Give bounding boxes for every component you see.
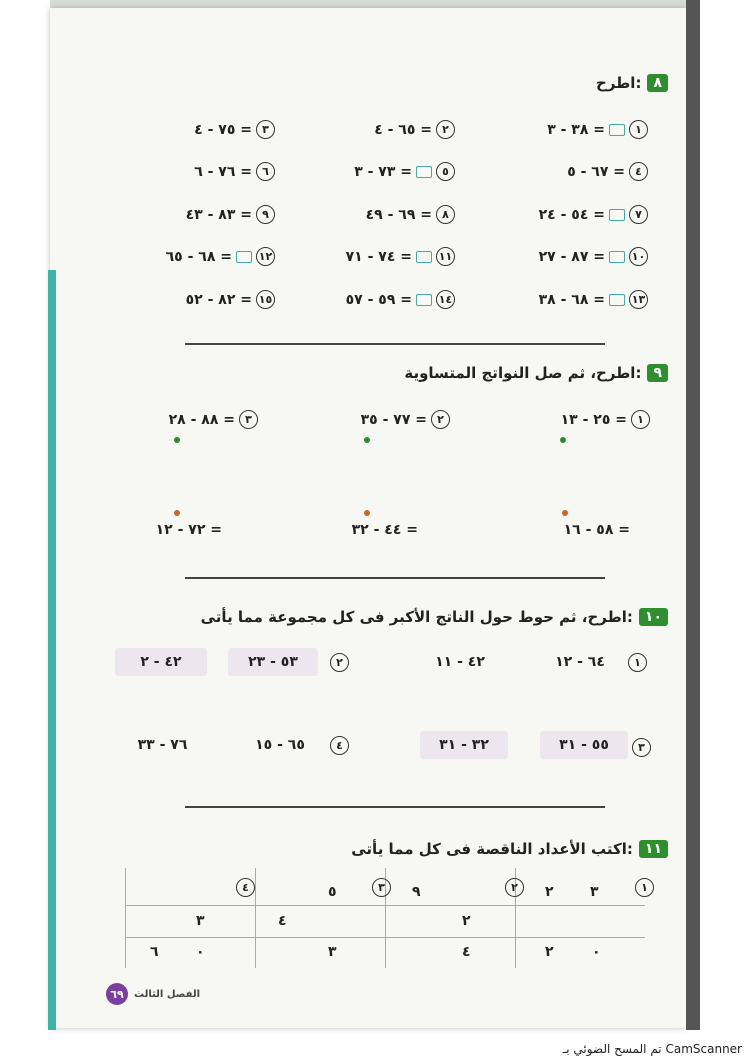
book-icon <box>609 124 625 136</box>
divider <box>185 577 605 579</box>
subtraction-problem[interactable] <box>539 290 648 309</box>
table-cell: ٢ <box>462 913 471 929</box>
matching-problem[interactable] <box>156 522 222 538</box>
subtraction-problem[interactable] <box>346 247 455 266</box>
book-icon <box>416 166 432 178</box>
expression-option[interactable]: ٣٢ - ٣١ <box>420 731 508 759</box>
problem-number: ١ <box>629 120 648 139</box>
problem-number: ٤ <box>236 878 255 897</box>
book-icon <box>609 209 625 221</box>
problem-number: ١٤ <box>436 290 455 309</box>
problem-number: ٣ <box>256 120 275 139</box>
subtraction-problem[interactable] <box>166 247 275 266</box>
subtraction-problem[interactable] <box>539 247 648 266</box>
table-cell: ٢ <box>545 944 554 960</box>
problem-expression: ٧٧ - ٣٥ = <box>360 411 427 428</box>
section-title: اكتب الأعداد الناقصة فى كل مما يأتى: <box>351 840 633 858</box>
table-cell: ٦ <box>150 944 159 960</box>
match-dot[interactable] <box>562 510 568 516</box>
table-cell: ٣ <box>590 884 599 900</box>
page-number: ٦٩ <box>106 983 128 1005</box>
problem-expression: ٨٨ - ٢٨ = <box>168 411 235 428</box>
table-line <box>255 868 256 968</box>
problem-number: ٥ <box>436 162 455 181</box>
subtraction-problem[interactable] <box>567 162 648 181</box>
problem-number: ٢ <box>330 653 349 672</box>
section-10-heading <box>201 608 668 626</box>
worksheet-page <box>50 8 686 1028</box>
problem-expression: ٧٣ - ٣ = <box>354 163 412 180</box>
page-footer <box>106 983 200 1005</box>
subtraction-problem[interactable] <box>194 120 275 139</box>
expression-option[interactable]: ٤٢ - ٢ <box>115 648 207 676</box>
problem-expression: ٨٣ - ٤٣ = <box>185 206 252 223</box>
book-icon <box>609 251 625 263</box>
page-edge-strip <box>48 270 56 1030</box>
page-spine <box>686 0 700 1030</box>
problem-number: ٩ <box>256 205 275 224</box>
problem-expression: ٦٥ - ٤ = <box>374 121 432 138</box>
section-number: ١٠ <box>639 608 668 626</box>
table-cell: ٢ <box>545 884 554 900</box>
subtraction-problem[interactable] <box>366 205 455 224</box>
table-cell: ٤ <box>462 944 471 960</box>
problem-number: ٤ <box>629 162 648 181</box>
section-number: ١١ <box>639 840 668 858</box>
chapter-label: الفصل الثالث <box>134 988 201 1000</box>
table-cell: ٣ <box>196 913 205 929</box>
section-title: اطرح، ثم حوط حول الناتج الأكبر فى كل مجموعة مما يأتى: <box>200 608 633 626</box>
problem-number: ٨ <box>436 205 455 224</box>
subtraction-problem[interactable] <box>194 162 275 181</box>
table-cell: ٠ <box>592 944 601 960</box>
problem-expression: ٦٧ - ٥ = <box>567 163 625 180</box>
section-8-heading <box>596 74 668 92</box>
subtraction-problem[interactable] <box>539 205 648 224</box>
match-dot[interactable] <box>174 510 180 516</box>
problem-number: ٢ <box>505 878 524 897</box>
expression-option[interactable]: ٥٣ - ٢٣ <box>228 648 318 676</box>
expression-option[interactable]: ٦٤ - ١٢ <box>540 648 620 676</box>
problem-number: ١ <box>631 410 650 429</box>
problem-number: ١ <box>628 653 647 672</box>
section-11-heading <box>351 840 668 858</box>
problem-expression: ٦٩ - ٤٩ = <box>365 206 432 223</box>
matching-problem[interactable] <box>352 522 418 538</box>
problem-number: ٣ <box>239 410 258 429</box>
table-cell: ٤ <box>278 913 287 929</box>
match-dot[interactable] <box>364 437 370 443</box>
subtraction-problem[interactable] <box>547 120 648 139</box>
book-icon <box>416 251 432 263</box>
problem-expression: ٦٨ - ٣٨ = <box>538 291 605 308</box>
section-9-heading <box>404 364 668 382</box>
match-dot[interactable] <box>560 437 566 443</box>
problem-expression: ٥٩ - ٥٧ = <box>345 291 412 308</box>
problem-number: ٣ <box>632 738 651 757</box>
table-line <box>125 868 126 968</box>
table-cell: ٠ <box>196 944 205 960</box>
match-dot[interactable] <box>364 510 370 516</box>
book-icon <box>416 294 432 306</box>
section-number: ٩ <box>647 364 668 382</box>
subtraction-problem[interactable] <box>186 290 275 309</box>
problem-number: ١٥ <box>256 290 275 309</box>
matching-problem[interactable] <box>169 410 258 429</box>
expression-option[interactable]: ٦٥ - ١٥ <box>240 731 320 759</box>
problem-number: ١١ <box>436 247 455 266</box>
section-title: اطرح، ثم صل النواتج المتساوية: <box>404 364 642 382</box>
problem-number: ٢ <box>431 410 450 429</box>
problem-number: ١ <box>635 878 654 897</box>
problem-expression: ٥٨ - ١٦ = <box>563 522 630 538</box>
expression-option[interactable]: ٧٦ - ٣٣ <box>120 731 205 759</box>
problem-expression: ٣٨ - ٣ = <box>547 121 605 138</box>
matching-problem[interactable] <box>564 522 630 538</box>
book-icon <box>609 294 625 306</box>
problem-expression: ٤٤ - ٣٢ = <box>351 522 418 538</box>
subtraction-problem[interactable] <box>374 120 455 139</box>
matching-problem[interactable] <box>561 410 650 429</box>
table-cell: ٩ <box>412 884 421 900</box>
table-cell: ٣ <box>328 944 337 960</box>
matching-problem[interactable] <box>361 410 450 429</box>
scanner-watermark: تم المسح الضوئي بـ CamScanner <box>562 1042 742 1056</box>
problem-number: ١٠ <box>629 247 648 266</box>
divider <box>185 343 605 345</box>
problem-expression: ٥٤ - ٢٤ = <box>538 206 605 223</box>
match-dot[interactable] <box>174 437 180 443</box>
problem-expression: ٧٤ - ٧١ = <box>345 248 412 265</box>
problem-number: ١٣ <box>629 290 648 309</box>
problem-number: ١٢ <box>256 247 275 266</box>
problem-expression: ٨٧ - ٢٧ = <box>538 248 605 265</box>
problem-expression: ٧٥ - ٤ = <box>194 121 252 138</box>
expression-option[interactable]: ٤٢ - ١١ <box>420 648 500 676</box>
problem-number: ٤ <box>330 736 349 755</box>
problem-expression: ٧٦ - ٦ = <box>194 163 252 180</box>
problem-expression: ٦٨ - ٦٥ = <box>165 248 232 265</box>
subtraction-problem[interactable] <box>186 205 275 224</box>
problem-number: ٦ <box>256 162 275 181</box>
subtraction-problem[interactable] <box>346 290 455 309</box>
expression-option[interactable]: ٥٥ - ٣١ <box>540 731 628 759</box>
problem-number: ٢ <box>436 120 455 139</box>
problem-number: ٣ <box>372 878 391 897</box>
table-cell: ٥ <box>328 884 337 900</box>
problem-expression: ٨٢ - ٥٢ = <box>185 291 252 308</box>
problem-expression: ٧٢ - ١٢ = <box>155 522 222 538</box>
section-title: اطرح: <box>596 74 642 92</box>
section-number: ٨ <box>647 74 668 92</box>
divider <box>185 806 605 808</box>
book-icon <box>236 251 252 263</box>
problem-expression: ٢٥ - ١٣ = <box>560 411 627 428</box>
problem-number: ٧ <box>629 205 648 224</box>
subtraction-problem[interactable] <box>354 162 455 181</box>
